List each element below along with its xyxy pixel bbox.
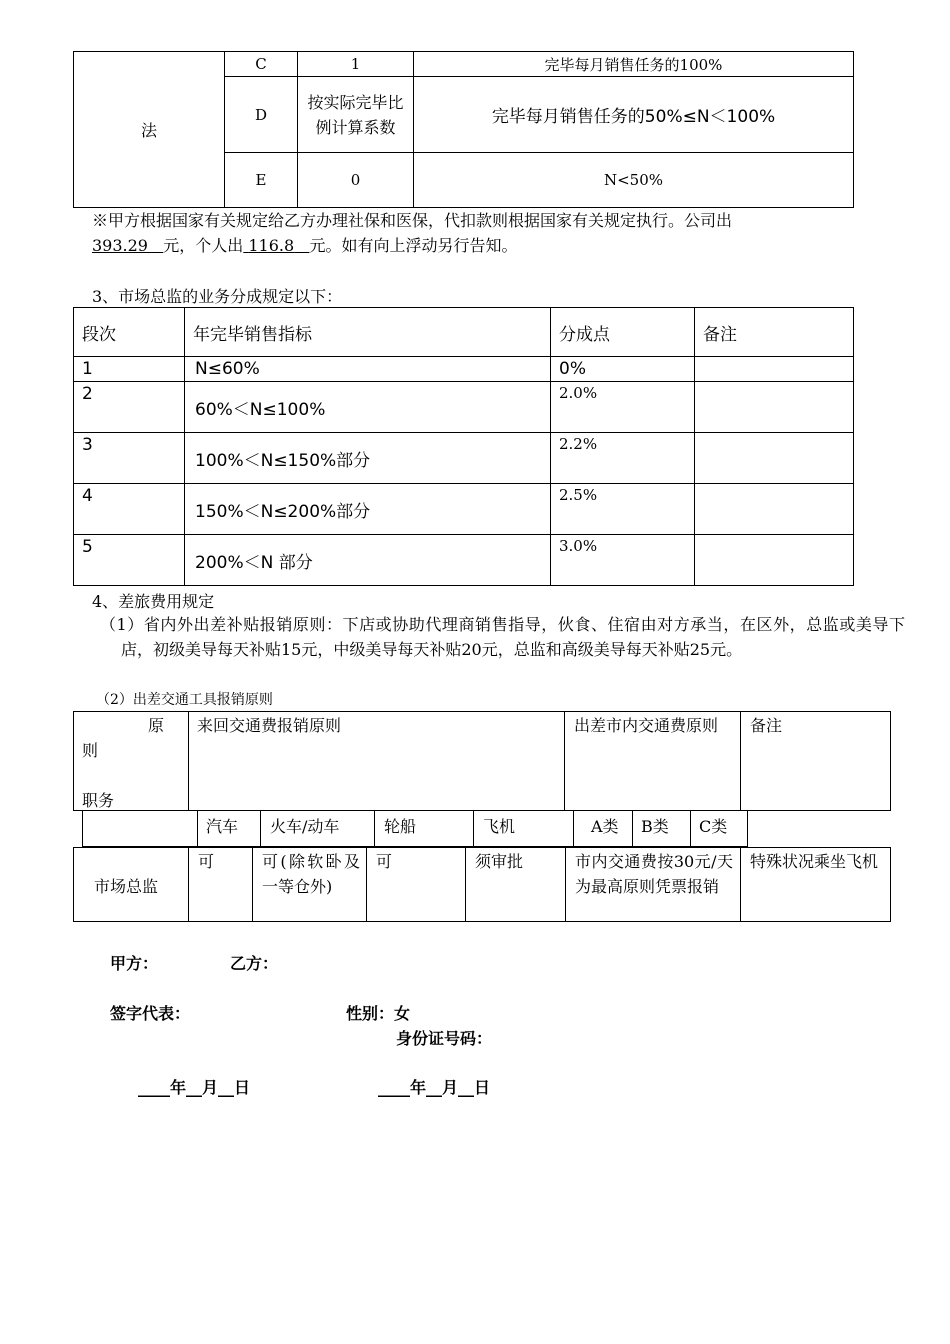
note-cell — [695, 357, 854, 382]
target-cell: 200%＜N 部分 — [185, 535, 551, 586]
transport-rule-title: （2）出差交通工具报销原则 — [96, 692, 273, 708]
party-a-label: 甲方： — [110, 954, 159, 973]
note-cell — [695, 382, 854, 433]
note-cell — [695, 484, 854, 535]
coef-cell: 按实际完毕比例计算系数 — [298, 77, 414, 153]
seg-cell: 1 — [74, 357, 185, 382]
round-trip-header: 来回交通费报销原则 — [197, 716, 342, 735]
target-cell: 60%＜N≤100% — [185, 382, 551, 433]
grade-cell: D — [225, 77, 298, 153]
travel-header-frame — [73, 711, 891, 811]
header-note: 备注 — [695, 308, 854, 357]
role-cell: 市场总监 — [94, 877, 159, 896]
insurance-note-line2: 393.29 元，个人出 116.8 元。如有向上浮动另行告知。 — [92, 236, 518, 255]
coef-cell: 0 — [298, 153, 414, 208]
rate-cell: 2.2% — [551, 433, 695, 484]
commission-table — [73, 307, 854, 586]
plane-rule: 须审批 — [475, 852, 524, 871]
rate-cell: 2.0% — [551, 382, 695, 433]
insurance-note-line1: ※甲方根据国家有关规定给乙方办理社保和医保，代扣款则根据国家有关规定执行。公司出 — [92, 211, 733, 230]
coef-cell: 1 — [298, 52, 414, 77]
target-cell: 150%＜N≤200%部分 — [185, 484, 551, 535]
section4-title: 4、差旅费用规定 — [92, 592, 215, 611]
director-row-frame — [73, 847, 891, 922]
transport-plane: 飞机 — [483, 817, 516, 836]
grade-cell: E — [225, 153, 298, 208]
city-header: 出差市内交通费原则 — [574, 716, 719, 735]
cond-cell: 完毕每月销售任务的100% — [414, 52, 854, 77]
insurance-note — [92, 208, 892, 258]
remark-header: 备注 — [750, 716, 783, 735]
section3-title: 3、市场总监的业务分成规定以下： — [92, 287, 343, 306]
travel-allowance-paragraph: （1）省内外出差补贴报销原则：下店或协助代理商销售指导，伙食、住宿由对方承当，在区外，总监或美导下店，初级美导每天补贴15元，中级美导每天补贴20元，总监和高级美导每天补贴25元。 — [100, 615, 905, 659]
date-b: ____年__月__日 — [378, 1078, 491, 1097]
corner-bottom-label: 职务 — [82, 791, 115, 810]
performance-coefficient-table — [73, 51, 854, 208]
transport-train: 火车/动车 — [270, 817, 340, 836]
grade-cell: C — [225, 52, 298, 77]
company-amount: 393.29 — [92, 236, 148, 255]
city-rule: 市内交通费按30元/天为最高原则凭票报销 — [575, 852, 733, 896]
rate-cell: 0% — [551, 357, 695, 382]
rep-label: 签字代表： — [110, 1004, 191, 1023]
header-target: 年完毕销售指标 — [185, 308, 551, 357]
gender-label: 性别：女 — [346, 1004, 411, 1023]
transport-ship: 轮船 — [384, 817, 417, 836]
header-seg: 段次 — [74, 308, 185, 357]
ship-rule: 可 — [376, 852, 393, 871]
bus-rule: 可 — [198, 852, 215, 871]
transport-bus: 汽车 — [206, 817, 239, 836]
target-cell: N≤60% — [185, 357, 551, 382]
note-cell — [695, 535, 854, 586]
party-b-label: 乙方： — [230, 954, 279, 973]
cond-cell: 完毕每月销售任务的50%≤N＜100% — [414, 77, 854, 153]
seg-cell: 5 — [74, 535, 185, 586]
seg-cell: 2 — [74, 382, 185, 433]
corner-mid-label: 则 — [82, 741, 99, 760]
method-label: 法 — [74, 52, 225, 208]
transport-row-frame — [82, 811, 748, 847]
train-rule: 可(除软卧及一等仓外) — [262, 852, 360, 896]
seg-cell: 3 — [74, 433, 185, 484]
cond-cell: N<50% — [414, 153, 854, 208]
header-rate: 分成点 — [551, 308, 695, 357]
remark-rule: 特殊状况乘坐飞机 — [750, 852, 879, 871]
target-cell: 100%＜N≤150%部分 — [185, 433, 551, 484]
seg-cell: 4 — [74, 484, 185, 535]
id-number-label: 身份证号码： — [396, 1029, 493, 1048]
class-c: C类 — [699, 817, 728, 836]
class-b: B类 — [641, 817, 669, 836]
rate-cell: 2.5% — [551, 484, 695, 535]
date-a: ____年__月__日 — [138, 1078, 251, 1097]
corner-top-label: 原 — [148, 716, 165, 735]
rate-cell: 3.0% — [551, 535, 695, 586]
personal-amount: 116.8 — [248, 236, 295, 255]
class-a: A类 — [591, 817, 619, 836]
note-cell — [695, 433, 854, 484]
